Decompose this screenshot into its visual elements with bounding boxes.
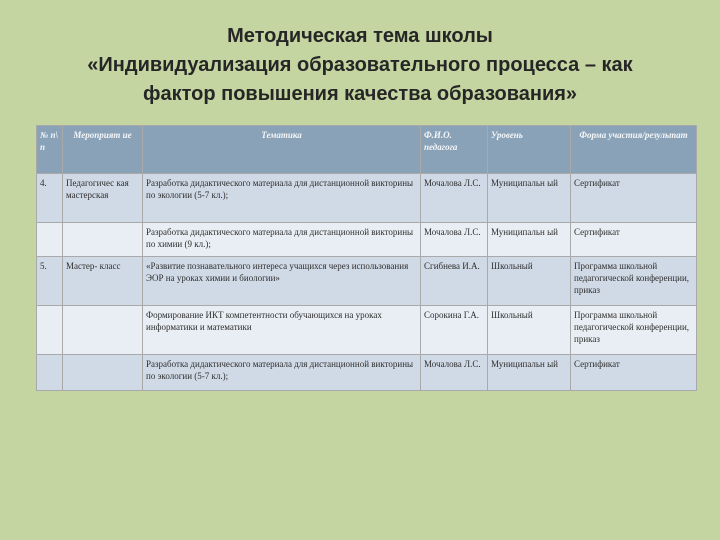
cell-num: 4. <box>37 174 63 223</box>
table-row <box>37 257 697 306</box>
cell-level: Муниципальн ый <box>488 174 571 223</box>
header-event: Мероприят ие <box>63 126 143 174</box>
cell-num <box>37 223 63 257</box>
table-row <box>37 174 697 223</box>
table-row <box>37 223 697 257</box>
title-line-3: фактор повышения качества образования» <box>142 83 578 105</box>
cell-form: Сертификат <box>571 355 697 391</box>
cell-topic: Разработка дидактического материала для дистанционной викторины по химии (9 кл.); <box>143 223 421 257</box>
cell-topic: Разработка дидактического материала для дистанционной викторины по экологии (5-7 кл.); <box>143 174 421 223</box>
methodology-table <box>36 125 697 391</box>
header-teacher: Ф.И.О. педагога <box>421 126 488 174</box>
cell-level: Школьный <box>488 257 571 306</box>
cell-event: Мастер- класс <box>63 257 143 306</box>
header-level: Уровень <box>488 126 571 174</box>
cell-num <box>37 306 63 355</box>
cell-form: Программа школьной педагогической конференции, приказ <box>571 257 697 306</box>
slide-title <box>0 22 720 109</box>
cell-form: Сертификат <box>571 174 697 223</box>
cell-event: Педагогичес кая мастерская <box>63 174 143 223</box>
cell-teacher: Мочалова Л.С. <box>421 174 488 223</box>
cell-topic: «Развитие познавательного интереса учащихся через использования ЭОР на уроках химии и биологии» <box>143 257 421 306</box>
cell-teacher: Сгибнева И.А. <box>421 257 488 306</box>
header-form: Форма участия/результат <box>571 126 697 174</box>
table-row <box>37 306 697 355</box>
cell-teacher: Сорокина Г.А. <box>421 306 488 355</box>
cell-level: Школьный <box>488 306 571 355</box>
cell-num <box>37 355 63 391</box>
cell-event <box>63 223 143 257</box>
cell-level: Муниципальн ый <box>488 223 571 257</box>
cell-num: 5. <box>37 257 63 306</box>
header-num: № п\ п <box>37 126 63 174</box>
cell-teacher: Мочалова Л.С. <box>421 355 488 391</box>
table-header-row <box>37 126 697 174</box>
cell-form: Сертификат <box>571 223 697 257</box>
cell-event <box>63 355 143 391</box>
cell-level: Муниципальн ый <box>488 355 571 391</box>
header-topic: Тематика <box>143 126 421 174</box>
cell-topic: Формирование ИКТ компетентности обучающихся на уроках информатики и математики <box>143 306 421 355</box>
title-line-2: «Индивидуализация образовательного процесса – как <box>87 54 633 76</box>
table-row <box>37 355 697 391</box>
cell-topic: Разработка дидактического материала для дистанционной викторины по экологии (5-7 кл.); <box>143 355 421 391</box>
cell-form: Программа школьной педагогической конференции, приказ <box>571 306 697 355</box>
cell-event <box>63 306 143 355</box>
title-line-1: Методическая тема школы <box>227 25 493 47</box>
cell-teacher: Мочалова Л.С. <box>421 223 488 257</box>
